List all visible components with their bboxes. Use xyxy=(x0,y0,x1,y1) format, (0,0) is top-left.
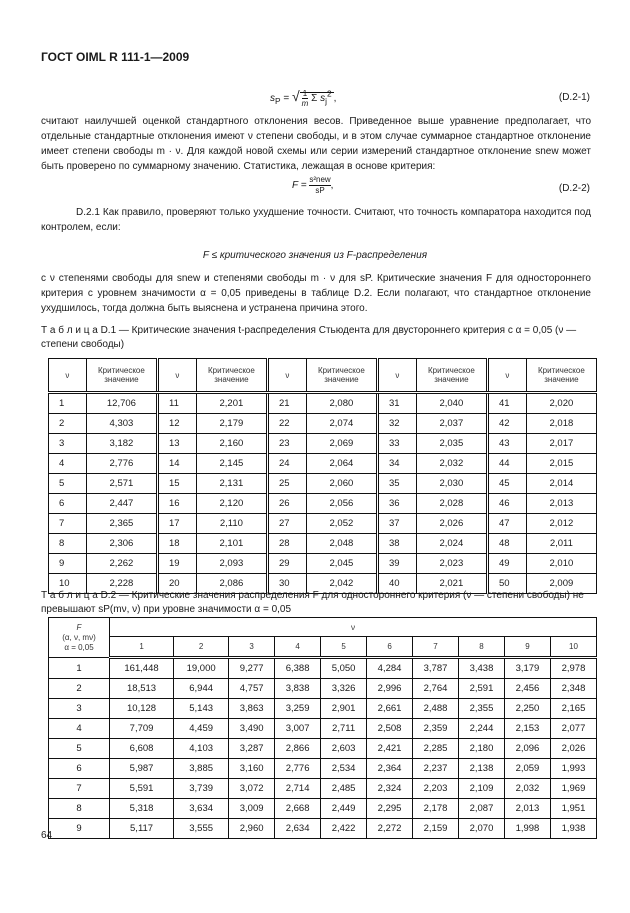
table-row: 8 2,306 18 2,101 28 2,048 38 2,024 48 2,011 xyxy=(49,534,597,554)
corner-header: F (α, ν, mν) α = 0,05 xyxy=(49,618,110,658)
table-row: 3 10,128 5,143 3,863 3,259 2,901 2,661 2,488 2,355 2,250 2,165 xyxy=(49,699,597,719)
paragraph: считают наилучшей оценкой стандартного отклонения весов. Приведенное выше уравнение предполагает, что отдельные стандартные отклонения имеют ν степени свободы, и в этом случае суммарное стандартное отклонение имеет степени свободы m · ν. Для каждой новой схемы или серии измерений стандартное отклонение snew может быть проверено по суммарному значению. Статистика, лежащая в основе критерия: xyxy=(41,116,591,172)
table-row: 7 2,365 17 2,110 27 2,052 37 2,026 47 2,012 xyxy=(49,514,597,534)
table-row: 9 5,117 3,555 2,960 2,634 2,422 2,272 2,159 2,070 1,998 1,938 xyxy=(49,819,597,839)
table-row: 6 2,447 16 2,120 26 2,056 36 2,028 46 2,013 xyxy=(49,494,597,514)
table-row: 4 2,776 14 2,145 24 2,064 34 2,032 44 2,015 xyxy=(49,454,597,474)
table-row: 3 3,182 13 2,160 23 2,069 33 2,035 43 2,017 xyxy=(49,434,597,454)
table-row: 2 18,513 6,944 4,757 3,838 3,326 2,996 2,764 2,591 2,456 2,348 xyxy=(49,679,597,699)
table1-caption: Т а б л и ц а D.1 — Критические значения t-распределения Стьюдента для двустороннего критерия с α = 0,05 (ν — степени свободы) xyxy=(41,325,577,350)
table-row: 1 161,448 19,000 9,277 6,388 5,050 4,284 3,787 3,438 3,179 2,978 xyxy=(49,658,597,679)
table-row: 4 7,709 4,459 3,490 3,007 2,711 2,508 2,359 2,244 2,153 2,077 xyxy=(49,719,597,739)
table-row: 6 5,987 3,885 3,160 2,776 2,534 2,364 2,237 2,138 2,059 1,993 xyxy=(49,759,597,779)
equation-d2-2: F = $\frac{\text{s²new}}{sP}$, xyxy=(292,175,334,195)
paragraph: с ν степенями свободы для snew и степенями свободы m · ν для sP. Критические значения F для одностороннего критерия с уровнем значимости α = 0,05 приведены в таблице D.2. Если полагают, что стандартное отклонение ухудшилось, тогда должна быть выяснена и устранена причина этого. xyxy=(41,273,591,314)
equation-number: (D.2-1) xyxy=(558,92,590,103)
table-row: 9 2,262 19 2,093 29 2,045 39 2,023 49 2,010 xyxy=(49,554,597,574)
table-row: 10 2,228 20 2,086 30 2,042 40 2,021 50 2,009 xyxy=(49,574,597,594)
t-distribution-table: ν Критическое значение ν Критическое значение ν Критическое значение ν Критическое значение ν Критическое значение 1 12,706 11 2,201 21 2,080 31 2,040 41 2,020 2 4,303 12 2,179 22 2,074 32 2,037 42 2,018 3 3,182 13 2,160 23 2,069 33 2,035 43 2,017 4 2,776 14 2,145 24 2,064 34 2,032 44 2,015 5 2,571 15 2,131 25 2,060 35 2,030 45 2,014 6 2,447 16 2,120 26 2,056 36 2,028 46 2,013 7 2,365 17 2,110 27 2,052 37 2,026 47 2,012 8 2,306 18 2,101 28 2,048 38 2,024 48 2,011 9 2,262 19 2,093 29 2,045 39 2,023 49 2,010 10 2,228 20 2,086 30 2,042 40 2,021 50 2,009 xyxy=(48,358,597,594)
criterion: F ≤ критического значения из F-распределения xyxy=(202,250,428,261)
equation-d2-1: $s_P$ = √ $\frac{1}{m}$ Σ $s_j^2$ , xyxy=(270,88,337,108)
table-row: 2 4,303 12 2,179 22 2,074 32 2,037 42 2,018 xyxy=(49,414,597,434)
paragraph: D.2.1 Как правило, проверяют только ухудшение точности. Считают, что точность компаратора находится под контролем, если: xyxy=(41,207,591,233)
f-distribution-table: F (α, ν, mν) α = 0,05 ν 1 2 3 4 5 6 7 8 9 10 1 161,448 19,000 9,277 6,388 5,050 4,284 3,787 3,438 3,179 2,978 2 18,513 6,944 4,757 3,838 3,326 2,996 2,764 2,591 2,456 2,348 3 10,128 5,143 3,863 3,259 2,901 2,661 2,488 2,355 2,250 2,165 4 7,709 4,459 3,490 3,007 2,711 2,508 2,359 2,244 2,153 2,077 5 6,608 4,103 3,287 2,866 2,603 2,421 2,285 2,180 2,096 2,026 6 5,987 3,885 3,160 2,776 2,534 2,364 2,237 2,138 2,059 1,993 7 5,591 3,739 3,072 2,714 2,485 2,324 2,203 2,109 2,032 1,969 8 5,318 3,634 3,009 2,668 2,449 2,295 2,178 2,087 2,013 1,951 9 5,117 3,555 2,960 2,634 2,422 2,272 2,159 2,070 1,998 1,938 xyxy=(48,617,597,839)
table-row: 5 6,608 4,103 3,287 2,866 2,603 2,421 2,285 2,180 2,096 2,026 xyxy=(49,739,597,759)
table-row: 5 2,571 15 2,131 25 2,060 35 2,030 45 2,014 xyxy=(49,474,597,494)
equation-number: (D.2-2) xyxy=(558,183,590,194)
table-row: 8 5,318 3,634 3,009 2,668 2,449 2,295 2,178 2,087 2,013 1,951 xyxy=(49,799,597,819)
page-number: 64 xyxy=(41,830,53,841)
document-header: ГОСТ OIML R 111-1—2009 xyxy=(41,50,190,64)
table-row: 7 5,591 3,739 3,072 2,714 2,485 2,324 2,203 2,109 2,032 1,969 xyxy=(49,779,597,799)
table2-caption: Т а б л и ц а D.2 — Критические значения распределения F для одностороннего критерия (ν — степени свободы) не превышают sP(mν, ν) при уровне значимости α = 0,05 xyxy=(41,590,584,615)
table-row: 1 12,706 11 2,201 21 2,080 31 2,040 41 2,020 xyxy=(49,393,597,414)
